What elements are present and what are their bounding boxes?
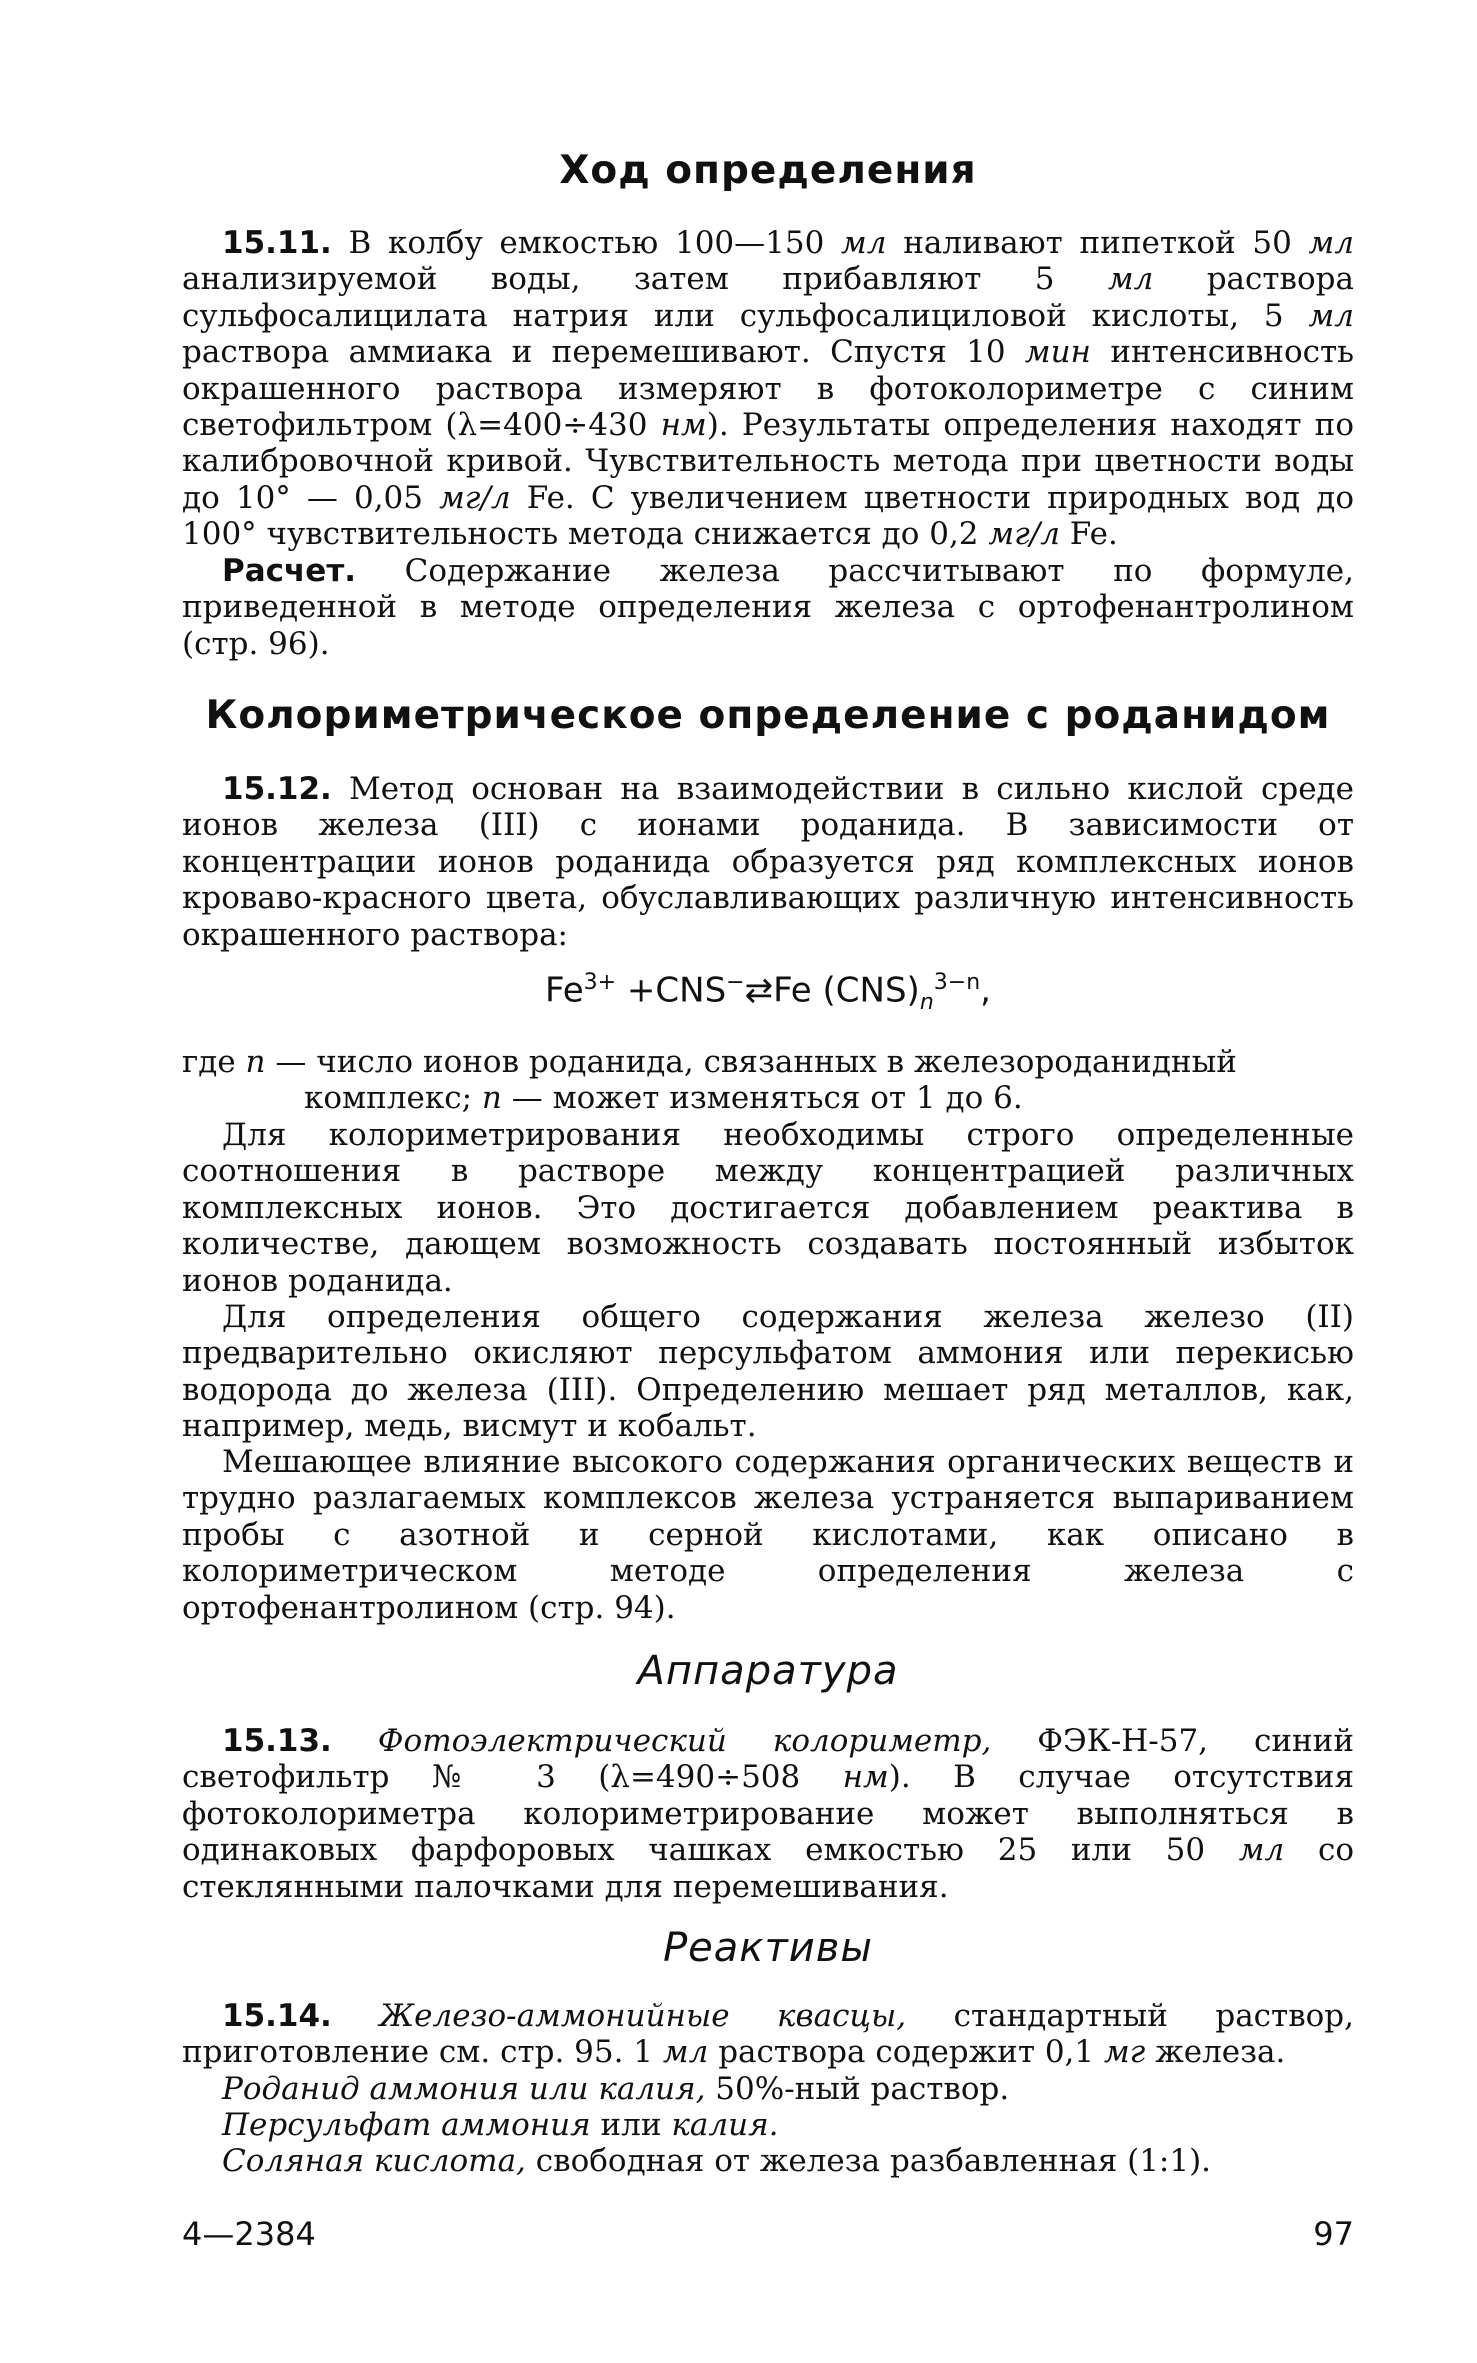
where-line-1: где n — число ионов роданида, связанных в железороданидный (182, 1044, 1237, 1080)
heading-apparatus: Аппаратура (637, 1648, 899, 1694)
document-page (182, 0, 1354, 2363)
heading-rhodanide: Колориметрическое определение с роданидом (205, 693, 1331, 738)
paragraph-15-11: 15.11. В колбу емкостью 100—150 мл наливают пипеткой 50 мл анализируемой воды, затем прибавляют 5 мл раствора сульфосалицилата натрия или сульфосалициловой кислоты, 5 мл раствора аммиака и перемешивают. Спустя 10 мин интенсивность окрашенного раствора измеряют в фотоколориметре с синим светофильтром (λ=400÷430 нм). Результаты определения находят по калибровочной кривой. Чувствительность метода при цветности воды до 10° — 0,05 мг/л Fe. С увеличением цветности природных вод до 100° чувствительность метода снижается до 0,2 мг/л Fe. (182, 225, 1354, 553)
where-clause (182, 1044, 1354, 1117)
paragraph-calculation: Расчет. Содержание железа рассчитывают по формуле, приведенной в методе определения железа с ортофенантролином (стр. 96). (182, 553, 1354, 662)
paragraph-interference: Мешающее влияние высокого содержания органических веществ и трудно разлагаемых комплексов железа устраняется выпариванием пробы с азотной и серной кислотами, как описано в колориметрическом методе определения железа с ортофенантролином (стр. 94). (182, 1444, 1354, 1626)
paragraph-15-12: 15.12. Метод основан на взаимодействии в сильно кислой среде ионов железа (III) с ионами роданида. В зависимости от концентрации ионов роданида образуется ряд комплексных ионов кроваво-красного цвета, обуславливающих различную интенсивность окрашенного раствора: (182, 771, 1354, 953)
paragraph-colorimetry: Для колориметрирования необходимы строго определенные соотношения в растворе между концентрацией различных комплексных ионов. Это достигается добавлением реактива в количестве, дающем возможность создавать постоянный избыток ионов роданида. (182, 1117, 1354, 1299)
paragraph-15-14: 15.14. Железо-аммонийные квасцы, стандартный раствор, приготовление см. стр. 95. 1 мл раствора содержит 0,1 мг железа. (182, 1998, 1355, 2071)
where-line-2: комплекс; n — может изменяться от 1 до 6. (304, 1080, 1023, 1117)
reagent-persulfate: Персульфат аммония или калия. (222, 2107, 779, 2143)
paragraph-15-13: 15.13. Фотоэлектрический колориметр, ФЭК-Н-57, синий светофильтр № 3 (λ=490÷508 нм). В случае отсутствия фотоколориметра колориметрирование может выполняться в одинаковых фарфоровых чашках емкостью 25 или 50 мл со стеклянными палочками для перемешивания. (182, 1723, 1354, 1905)
printer-signature: 4—2384 (182, 2215, 316, 2253)
reaction-formula: $Fe^{3+}$ +CNS−⇄Fe $(CNS)_n^{3-n}$, (545, 970, 991, 1016)
heading-procedure: Ход определения (559, 148, 977, 193)
reagent-hydrochloric-acid: Соляная кислота, свободная от железа разбавленная (1:1). (222, 2143, 1212, 2179)
paragraph-oxidation: Для определения общего содержания железа железо (II) предварительно окисляют персульфатом аммония или перекисью водорода до железа (III). Определению мешает ряд металлов, как, например, медь, висмут и кобальт. (182, 1299, 1354, 1445)
reagent-rhodanide: Роданид аммония или калия, 50%-ный раствор. (222, 2071, 1010, 2107)
heading-reagents: Реактивы (663, 1925, 873, 1971)
page-number: 97 (1313, 2215, 1354, 2253)
